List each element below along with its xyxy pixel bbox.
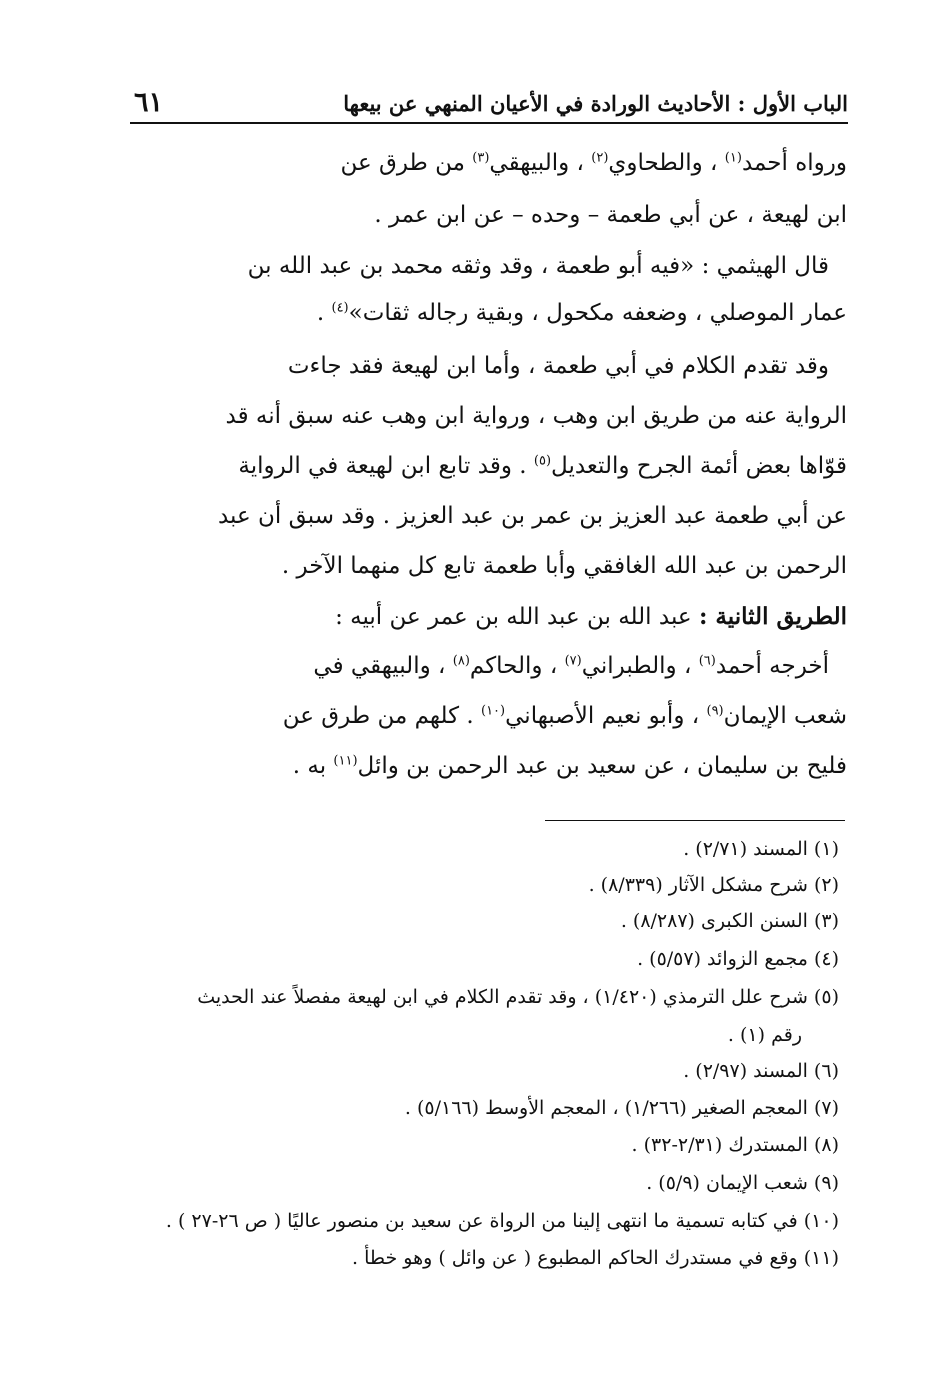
body-line: وقد تقدم الكلام في أبي طعمة ، وأما ابن لهيعة فقد جاءت	[287, 353, 829, 379]
footnote: (٣) السنن الكبرى (٨/٢٨٧) .	[620, 910, 839, 932]
footnote: (٨) المستدرك (٢/٣١-٣٢) .	[631, 1134, 839, 1156]
body-line: ورواه أحمد$^{(١)}$ ، والطحاوي$^{(٢)}$ ، والبيهقي$^{(٣)}$ من طرق عن	[340, 150, 847, 176]
footnote-ref: (١)	[724, 150, 742, 166]
footnote-ref: (٩)	[706, 703, 724, 719]
body-line: الرحمن بن عبد الله الغافقي وأبا طعمة تابع كل منهما الآخر .	[281, 553, 847, 579]
footnote-ref: (٦)	[698, 653, 716, 669]
section-heading: الطريق الثانية :	[698, 603, 847, 630]
chapter-title: الباب الأول : الأحاديث الورادة في الأعيان المنهي عن بيعها	[343, 91, 848, 116]
footnote: (٥) شرح علل الترمذي (١/٤٢٠) ، وقد تقدم الكلام في ابن لهيعة مفصلاً عند الحديث	[197, 986, 839, 1008]
footnote-ref: (٤)	[331, 300, 349, 316]
footnote-ref: (٧)	[564, 653, 582, 669]
footnote-separator	[545, 820, 845, 821]
footnote-ref: (٥)	[533, 453, 552, 469]
footnote: (٦) المسند (٢/٩٧) .	[683, 1060, 839, 1082]
footnote: (١١) وقع في مستدرك الحاكم المطبوع ( عن وائل ) وهو خطأ .	[352, 1247, 839, 1269]
footnote-ref: (٣)	[472, 150, 490, 166]
page-number: ٦١	[134, 87, 164, 118]
body-line: قال الهيثمي : «فيه أبو طعمة ، وقد وثقه محمد بن عبد الله بن	[247, 253, 829, 279]
footnote-continuation: رقم (١) .	[727, 1024, 802, 1046]
footnote-ref: (١١)	[333, 753, 358, 769]
body-line: شعب الإيمان$^{(٩)}$ ، وأبو نعيم الأصبهاني$^{(١٠)}$ . كلهم من طرق عن	[282, 703, 847, 729]
footnote-ref: (١٠)	[481, 703, 506, 719]
footnote-ref: (٢)	[591, 150, 609, 166]
footnote: (٧) المعجم الصغير (١/٢٦٦) ، المعجم الأوسط (٥/١٦٦) .	[404, 1097, 839, 1119]
footnote: (١٠) في كتابه تسمية ما انتهى إلينا من الرواة عن سعيد بن منصور عاليًا ( ص ٢٦-٢٧ ) .	[165, 1210, 839, 1232]
footnote-ref: (٨)	[452, 653, 470, 669]
running-header	[130, 78, 848, 124]
body-line: عمار الموصلي ، وضعفه مكحول ، وبقية رجاله ثقات»$^{(٤)}$ .	[316, 300, 847, 326]
footnote: (١) المسند (٢/٧١) .	[683, 838, 839, 860]
footnote: (٤) مجمع الزوائد (٥/٥٧) .	[637, 948, 839, 970]
footnote: (٢) شرح مشكل الآثار (٨/٣٣٩) .	[588, 874, 839, 896]
body-line: أخرجه أحمد$^{(٦)}$ ، والطبراني$^{(٧)}$ ، والحاكم$^{(٨)}$ ، والبيهقي في	[313, 653, 829, 679]
section-heading-line: الطريق الثانية : عبد الله بن عبد الله بن عمر عن أبيه :	[335, 603, 847, 630]
footnote: (٩) شعب الإيمان (٥/٩) .	[646, 1172, 839, 1194]
body-line: الرواية عنه من طريق ابن وهب ، ورواية ابن وهب عنه سبق أنه قد	[225, 403, 847, 429]
body-line: عن أبي طعمة عبد العزيز بن عمر بن عبد العزيز . وقد سبق أن عبد	[217, 503, 847, 529]
body-line: قوّاها بعض أئمة الجرح والتعديل$^{(٥)}$ . وقد تابع ابن لهيعة في الرواية	[238, 453, 847, 479]
body-line: فليح بن سليمان ، عن سعيد بن عبد الرحمن بن وائل$^{(١١)}$ به .	[292, 753, 847, 779]
body-line: ابن لهيعة ، عن أبي طعمة – وحده – عن ابن عمر .	[374, 202, 847, 228]
